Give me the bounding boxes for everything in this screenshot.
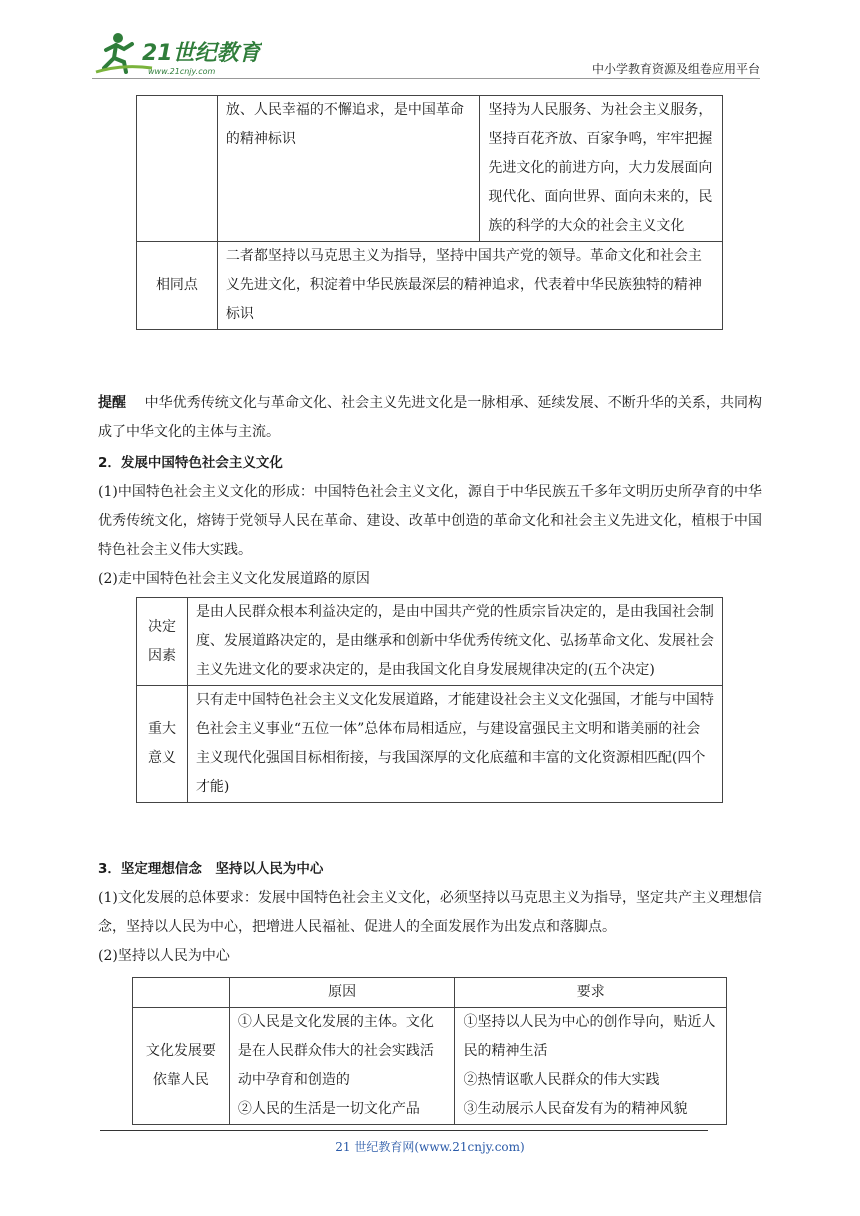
table-cell xyxy=(455,1008,727,1125)
table-cell-empty xyxy=(137,96,218,242)
column-header: 原因 xyxy=(229,978,455,1008)
paragraph: (2)坚持以人民为中心 xyxy=(98,948,230,964)
people-centered-table xyxy=(132,977,727,1125)
paragraph: (1)文化发展的总体要求：发展中国特色社会主义文化，必须坚持以马克思主义为指导，坚定共产主义理想信念，坚持以人民为中心，把增进人民福祉、促进人的全面发展作为出发点和落脚点。 xyxy=(98,890,762,935)
reminder-text: 中华优秀传统文化与革命文化、社会主义先进文化是一脉相承、延续发展、不断升华的关系，共同构成了中华文化的主体与主流。 xyxy=(98,395,763,440)
row-label-similarity: 相同点 xyxy=(137,242,218,330)
section-heading: 3．坚定理想信念 坚持以人民为中心 xyxy=(98,861,324,877)
row-label: 文化发展要依靠人民 xyxy=(133,1008,230,1125)
logo-url: www.21cnjy.com xyxy=(148,67,216,76)
table-row xyxy=(133,1008,727,1125)
table-row xyxy=(137,598,723,686)
platform-name: 中小学教育资源及组卷应用平台 xyxy=(591,62,760,76)
table-row xyxy=(137,96,723,242)
table-cell: 只有走中国特色社会主义文化发展道路，才能建设社会主义文化强国，才能与中国特色社会主义事业“五位一体”总体布局相适应，与建设富强民主文明和谐美丽的社会主义现代化强国目标相衔接，与我国深厚的文化底蕴和丰富的文化资源相匹配(四个才能) xyxy=(187,686,722,803)
list-item: ②热情讴歌人民群众的伟大实践 xyxy=(463,1072,660,1088)
header-divider xyxy=(92,78,760,79)
logo-text: 21世纪教育 xyxy=(142,41,261,66)
column-header xyxy=(133,978,230,1008)
table-cell xyxy=(229,1008,455,1125)
table-row xyxy=(137,242,723,330)
table-header-row xyxy=(133,978,727,1008)
table-cell: 二者都坚持以马克思主义为指导，坚持中国共产党的领导。革命文化和社会主义先进文化，积淀着中华民族最深层的精神追求，代表着中华民族独特的精神标识 xyxy=(217,242,722,330)
table-cell: 是由人民群众根本利益决定的，是由中国共产党的性质宗旨决定的，是由我国社会制度、发展道路决定的，是由继承和创新中华优秀传统文化、弘扬革命文化、发展社会主义先进文化的要求决定的，是由我国文化自身发展规律决定的(五个决定) xyxy=(187,598,722,686)
table-cell: 坚持为人民服务、为社会主义服务，坚持百花齐放、百家争鸣，牢牢把握先进文化的前进方向，大力发展面向现代化、面向世界、面向未来的，民族的科学的大众的社会主义文化 xyxy=(480,96,723,242)
list-item: ③生动展示人民奋发有为的精神风貌 xyxy=(463,1101,688,1117)
row-label: 重大意义 xyxy=(137,686,188,803)
site-logo[interactable] xyxy=(92,28,262,80)
section-heading: 2．发展中国特色社会主义文化 xyxy=(98,455,283,471)
footer-link[interactable]: 21 世纪教育网(www.21cnjy.com) xyxy=(335,1140,525,1154)
list-item: ①坚持以人民为中心的创作导向，贴近人民的精神生活 xyxy=(463,1014,716,1059)
comparison-table xyxy=(136,95,723,330)
page-header xyxy=(92,28,760,80)
column-header: 要求 xyxy=(455,978,727,1008)
paragraph: (2)走中国特色社会主义文化发展道路的原因 xyxy=(98,571,370,587)
reasons-table xyxy=(136,597,723,803)
reminder-label: 提醒 xyxy=(98,395,127,411)
list-item: ②人民的生活是一切文化产品 xyxy=(237,1101,420,1117)
table-row xyxy=(137,686,723,803)
paragraph: (1)中国特色社会主义文化的形成：中国特色社会主义文化，源自于中华民族五千多年文明历史所孕育的中华优秀传统文化，熔铸于党领导人民在革命、建设、改革中创造的革命文化和社会主义先进文化，植根于中国特色社会主义伟大实践。 xyxy=(98,484,762,558)
table-cell: 放、人民幸福的不懈追求，是中国革命的精神标识 xyxy=(217,96,480,242)
footer-divider xyxy=(100,1130,708,1131)
list-item: ①人民是文化发展的主体。文化是在人民群众伟大的社会实践活动中孕育和创造的 xyxy=(237,1014,434,1088)
row-label: 决定因素 xyxy=(137,598,188,686)
reminder-paragraph xyxy=(98,389,762,447)
runner-logo-icon xyxy=(92,28,262,80)
